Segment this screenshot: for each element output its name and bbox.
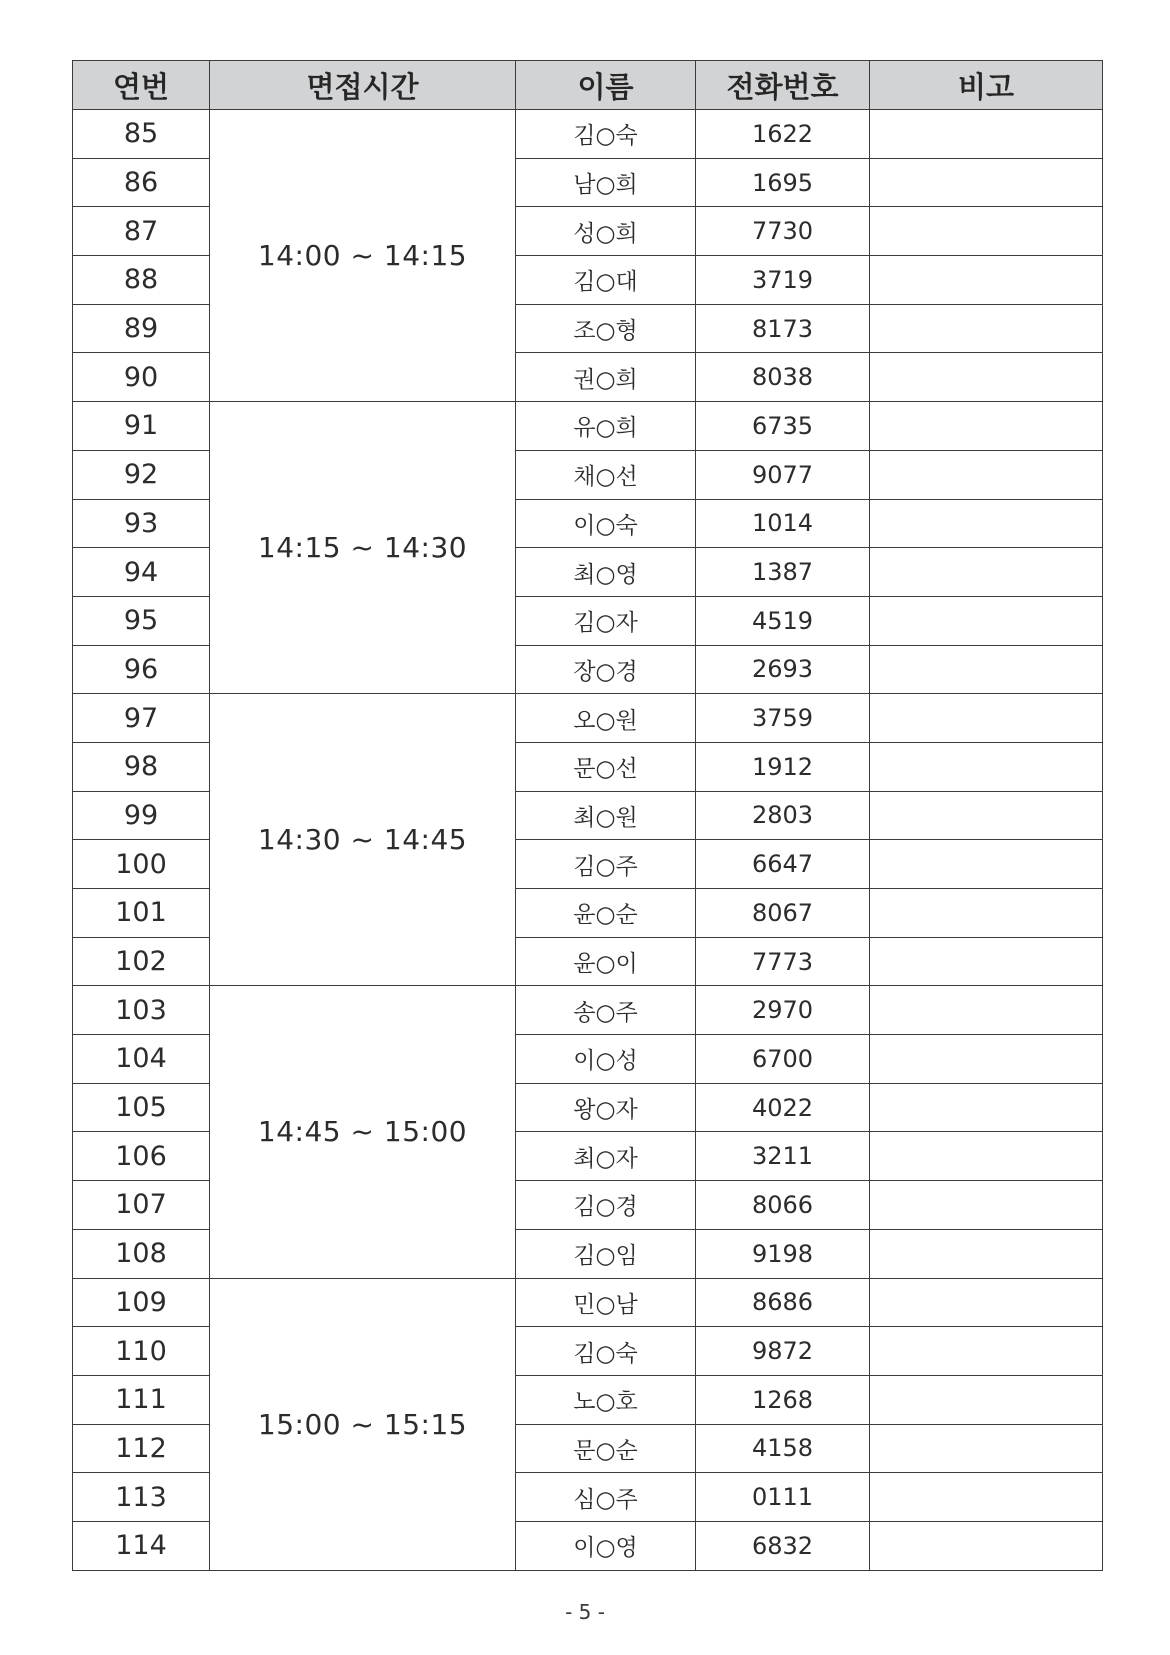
cell-note xyxy=(870,986,1103,1035)
cell-name: 이○숙 xyxy=(516,499,696,548)
cell-phone: 2693 xyxy=(696,645,870,694)
cell-name: 채○선 xyxy=(516,450,696,499)
cell-phone: 8173 xyxy=(696,304,870,353)
cell-name: 김○숙 xyxy=(516,110,696,159)
cell-phone: 2970 xyxy=(696,986,870,1035)
cell-phone: 1912 xyxy=(696,742,870,791)
cell-seq: 87 xyxy=(73,207,210,256)
cell-phone: 6832 xyxy=(696,1521,870,1570)
cell-phone: 0111 xyxy=(696,1473,870,1522)
cell-name: 김○경 xyxy=(516,1181,696,1230)
header-interview-time: 면접시간 xyxy=(210,61,516,110)
cell-name: 민○남 xyxy=(516,1278,696,1327)
cell-note xyxy=(870,110,1103,159)
cell-phone: 1622 xyxy=(696,110,870,159)
cell-seq: 96 xyxy=(73,645,210,694)
cell-seq: 107 xyxy=(73,1181,210,1230)
cell-seq: 98 xyxy=(73,742,210,791)
cell-phone: 1014 xyxy=(696,499,870,548)
cell-note xyxy=(870,645,1103,694)
cell-name: 최○원 xyxy=(516,791,696,840)
cell-name: 남○희 xyxy=(516,158,696,207)
cell-name: 김○주 xyxy=(516,840,696,889)
cell-note xyxy=(870,1473,1103,1522)
cell-phone: 8067 xyxy=(696,889,870,938)
cell-note xyxy=(870,450,1103,499)
cell-name: 장○경 xyxy=(516,645,696,694)
cell-name: 권○희 xyxy=(516,353,696,402)
cell-seq: 93 xyxy=(73,499,210,548)
table-row xyxy=(73,694,1103,743)
table-row xyxy=(73,986,1103,1035)
cell-note xyxy=(870,353,1103,402)
cell-note xyxy=(870,937,1103,986)
cell-note xyxy=(870,1181,1103,1230)
cell-phone: 9198 xyxy=(696,1229,870,1278)
cell-seq: 90 xyxy=(73,353,210,402)
cell-seq: 112 xyxy=(73,1424,210,1473)
cell-name: 심○주 xyxy=(516,1473,696,1522)
table-row xyxy=(73,1278,1103,1327)
cell-note xyxy=(870,256,1103,305)
cell-seq: 103 xyxy=(73,986,210,1035)
cell-name: 유○희 xyxy=(516,402,696,451)
cell-seq: 88 xyxy=(73,256,210,305)
cell-phone: 4158 xyxy=(696,1424,870,1473)
table-body xyxy=(73,110,1103,1571)
cell-name: 오○원 xyxy=(516,694,696,743)
header-seq: 연번 xyxy=(73,61,210,110)
cell-note xyxy=(870,1327,1103,1376)
cell-note xyxy=(870,742,1103,791)
cell-seq: 92 xyxy=(73,450,210,499)
header-row xyxy=(73,61,1103,110)
cell-note xyxy=(870,1229,1103,1278)
cell-seq: 111 xyxy=(73,1375,210,1424)
cell-name: 김○임 xyxy=(516,1229,696,1278)
header-phone: 전화번호 xyxy=(696,61,870,110)
cell-name: 최○영 xyxy=(516,548,696,597)
cell-phone: 3759 xyxy=(696,694,870,743)
cell-phone: 8038 xyxy=(696,353,870,402)
cell-name: 윤○순 xyxy=(516,889,696,938)
cell-phone: 7730 xyxy=(696,207,870,256)
cell-name: 최○자 xyxy=(516,1132,696,1181)
cell-note xyxy=(870,548,1103,597)
cell-phone: 6647 xyxy=(696,840,870,889)
cell-seq: 86 xyxy=(73,158,210,207)
cell-name: 김○자 xyxy=(516,596,696,645)
cell-phone: 3719 xyxy=(696,256,870,305)
cell-interview-time: 14:30 ~ 14:45 xyxy=(210,694,516,986)
cell-phone: 9077 xyxy=(696,450,870,499)
cell-name: 문○선 xyxy=(516,742,696,791)
page-number: - 5 - xyxy=(565,1600,605,1624)
cell-interview-time: 15:00 ~ 15:15 xyxy=(210,1278,516,1570)
cell-seq: 91 xyxy=(73,402,210,451)
cell-phone: 1387 xyxy=(696,548,870,597)
cell-name: 이○영 xyxy=(516,1521,696,1570)
cell-phone: 8066 xyxy=(696,1181,870,1230)
cell-note xyxy=(870,499,1103,548)
cell-note xyxy=(870,1521,1103,1570)
cell-name: 이○성 xyxy=(516,1035,696,1084)
cell-note xyxy=(870,840,1103,889)
table-header xyxy=(73,61,1103,110)
cell-interview-time: 14:15 ~ 14:30 xyxy=(210,402,516,694)
cell-note xyxy=(870,694,1103,743)
cell-name: 송○주 xyxy=(516,986,696,1035)
cell-note xyxy=(870,889,1103,938)
cell-seq: 110 xyxy=(73,1327,210,1376)
cell-phone: 1695 xyxy=(696,158,870,207)
header-note: 비고 xyxy=(870,61,1103,110)
cell-note xyxy=(870,1035,1103,1084)
cell-seq: 109 xyxy=(73,1278,210,1327)
cell-seq: 95 xyxy=(73,596,210,645)
cell-seq: 104 xyxy=(73,1035,210,1084)
cell-note xyxy=(870,1132,1103,1181)
cell-interview-time: 14:45 ~ 15:00 xyxy=(210,986,516,1278)
table-row xyxy=(73,110,1103,159)
cell-phone: 9872 xyxy=(696,1327,870,1376)
interview-schedule-table xyxy=(72,60,1103,1571)
cell-name: 문○순 xyxy=(516,1424,696,1473)
cell-phone: 4022 xyxy=(696,1083,870,1132)
cell-name: 노○호 xyxy=(516,1375,696,1424)
cell-note xyxy=(870,207,1103,256)
cell-interview-time: 14:00 ~ 14:15 xyxy=(210,110,516,402)
cell-seq: 108 xyxy=(73,1229,210,1278)
cell-name: 김○숙 xyxy=(516,1327,696,1376)
header-name: 이름 xyxy=(516,61,696,110)
cell-phone: 6735 xyxy=(696,402,870,451)
cell-seq: 102 xyxy=(73,937,210,986)
cell-seq: 105 xyxy=(73,1083,210,1132)
cell-phone: 8686 xyxy=(696,1278,870,1327)
cell-seq: 94 xyxy=(73,548,210,597)
cell-note xyxy=(870,791,1103,840)
cell-phone: 7773 xyxy=(696,937,870,986)
cell-name: 성○희 xyxy=(516,207,696,256)
cell-note xyxy=(870,158,1103,207)
cell-name: 윤○이 xyxy=(516,937,696,986)
cell-seq: 106 xyxy=(73,1132,210,1181)
cell-note xyxy=(870,1278,1103,1327)
cell-seq: 89 xyxy=(73,304,210,353)
cell-note xyxy=(870,304,1103,353)
cell-seq: 99 xyxy=(73,791,210,840)
cell-name: 조○형 xyxy=(516,304,696,353)
cell-seq: 113 xyxy=(73,1473,210,1522)
cell-phone: 4519 xyxy=(696,596,870,645)
cell-phone: 3211 xyxy=(696,1132,870,1181)
cell-note xyxy=(870,402,1103,451)
cell-seq: 100 xyxy=(73,840,210,889)
cell-seq: 101 xyxy=(73,889,210,938)
cell-phone: 2803 xyxy=(696,791,870,840)
cell-note xyxy=(870,1375,1103,1424)
cell-seq: 85 xyxy=(73,110,210,159)
cell-note xyxy=(870,1424,1103,1473)
cell-phone: 1268 xyxy=(696,1375,870,1424)
cell-phone: 6700 xyxy=(696,1035,870,1084)
cell-seq: 97 xyxy=(73,694,210,743)
cell-note xyxy=(870,596,1103,645)
cell-name: 김○대 xyxy=(516,256,696,305)
cell-name: 왕○자 xyxy=(516,1083,696,1132)
table-row xyxy=(73,402,1103,451)
cell-note xyxy=(870,1083,1103,1132)
cell-seq: 114 xyxy=(73,1521,210,1570)
